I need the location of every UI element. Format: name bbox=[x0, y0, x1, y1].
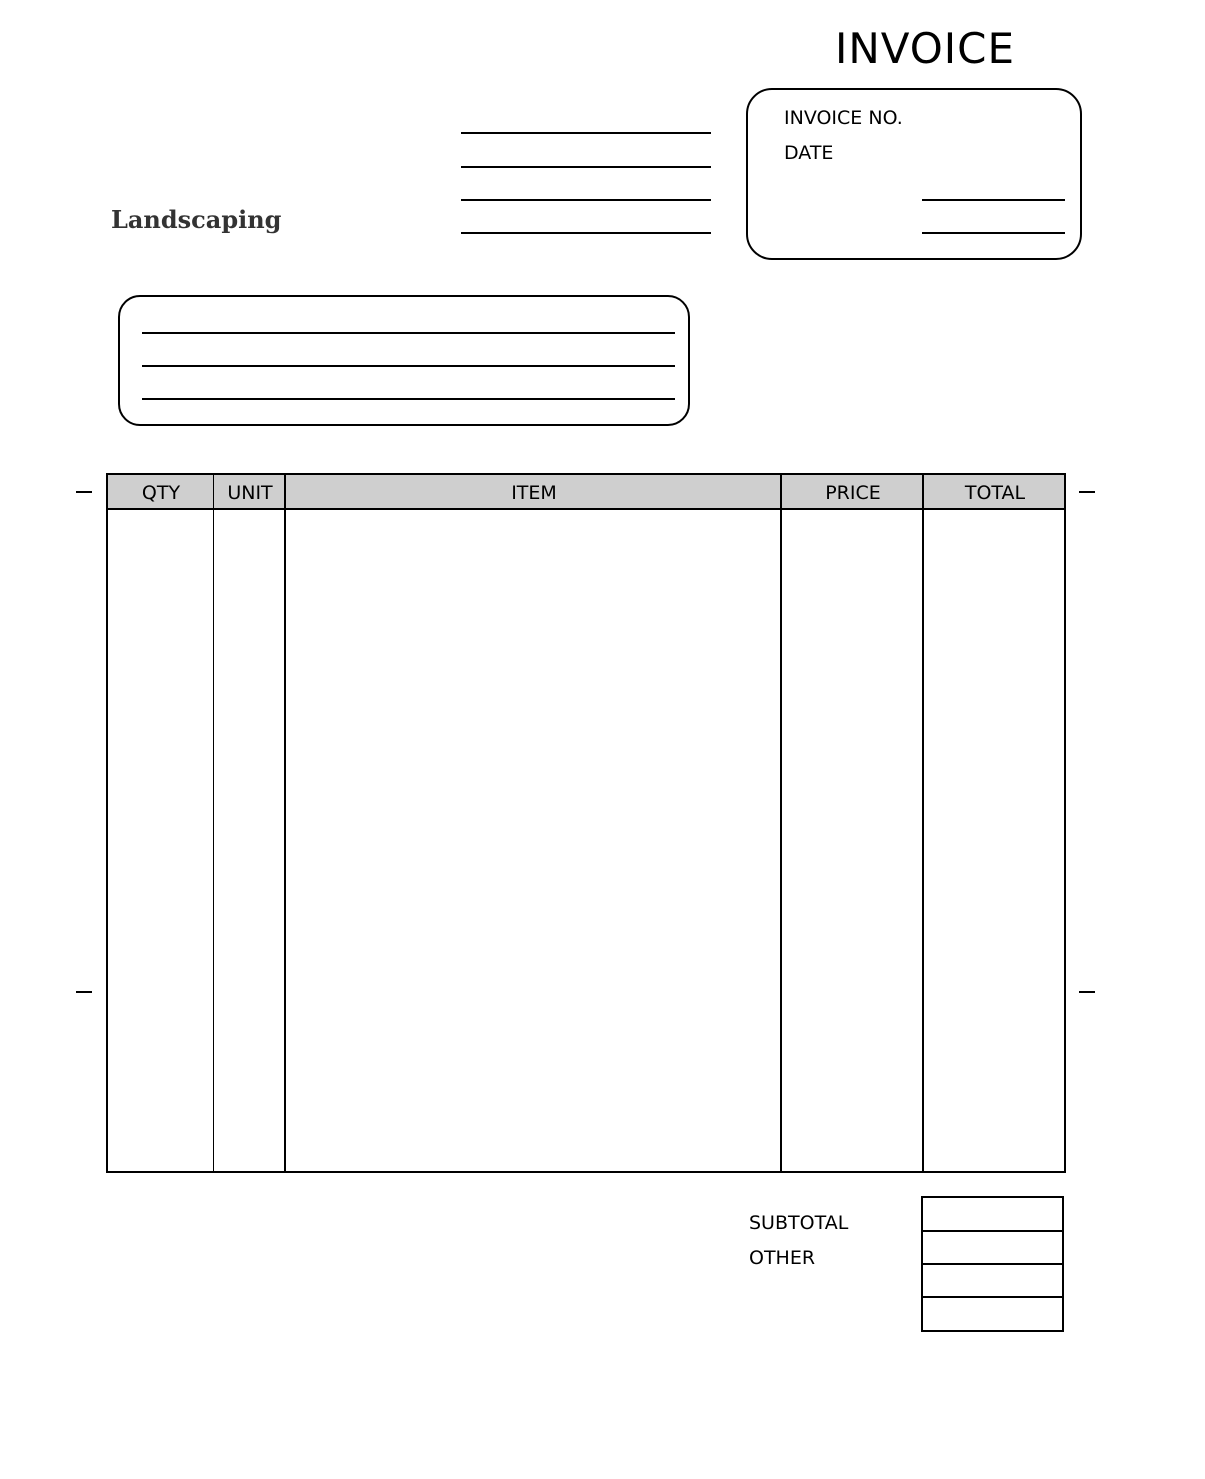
column-header-qty: QTY bbox=[141, 482, 181, 504]
sender-line-2[interactable] bbox=[461, 166, 711, 168]
column-header-item: ITEM bbox=[511, 482, 557, 504]
unit-column-body[interactable] bbox=[214, 510, 284, 1171]
bill-to-box bbox=[118, 295, 690, 426]
other-field[interactable] bbox=[923, 1232, 1062, 1264]
totals-box bbox=[921, 1196, 1064, 1332]
column-header-unit: UNIT bbox=[227, 482, 273, 504]
column-header-price: PRICE bbox=[825, 482, 881, 504]
fold-mark-bottom-right bbox=[1079, 991, 1095, 993]
items-table bbox=[106, 473, 1066, 1173]
fold-mark-top-left bbox=[76, 491, 92, 493]
sender-line-1[interactable] bbox=[461, 132, 711, 134]
totals-field-4[interactable] bbox=[923, 1298, 1062, 1330]
table-header bbox=[108, 475, 1064, 510]
other-label: OTHER bbox=[749, 1247, 816, 1269]
date-label: DATE bbox=[784, 142, 834, 164]
totals-field-3[interactable] bbox=[923, 1265, 1062, 1297]
company-name: Landscaping bbox=[111, 205, 282, 234]
invoice-number-label: INVOICE NO. bbox=[784, 107, 903, 129]
fold-mark-top-right bbox=[1079, 491, 1095, 493]
invoice-title: INVOICE bbox=[834, 24, 1016, 73]
bill-to-line-1[interactable] bbox=[142, 332, 675, 334]
total-column-body[interactable] bbox=[924, 510, 1064, 1171]
subtotal-label: SUBTOTAL bbox=[749, 1212, 849, 1234]
sender-line-4[interactable] bbox=[461, 232, 711, 234]
bill-to-line-3[interactable] bbox=[142, 398, 675, 400]
item-column-body[interactable] bbox=[286, 510, 780, 1171]
date-field[interactable] bbox=[922, 232, 1065, 234]
fold-mark-bottom-left bbox=[76, 991, 92, 993]
column-header-total: TOTAL bbox=[964, 482, 1026, 504]
invoice-number-field[interactable] bbox=[922, 199, 1065, 201]
price-column-body[interactable] bbox=[782, 510, 922, 1171]
subtotal-field[interactable] bbox=[923, 1198, 1062, 1231]
sender-line-3[interactable] bbox=[461, 199, 711, 201]
bill-to-line-2[interactable] bbox=[142, 365, 675, 367]
qty-column-body[interactable] bbox=[108, 510, 213, 1171]
